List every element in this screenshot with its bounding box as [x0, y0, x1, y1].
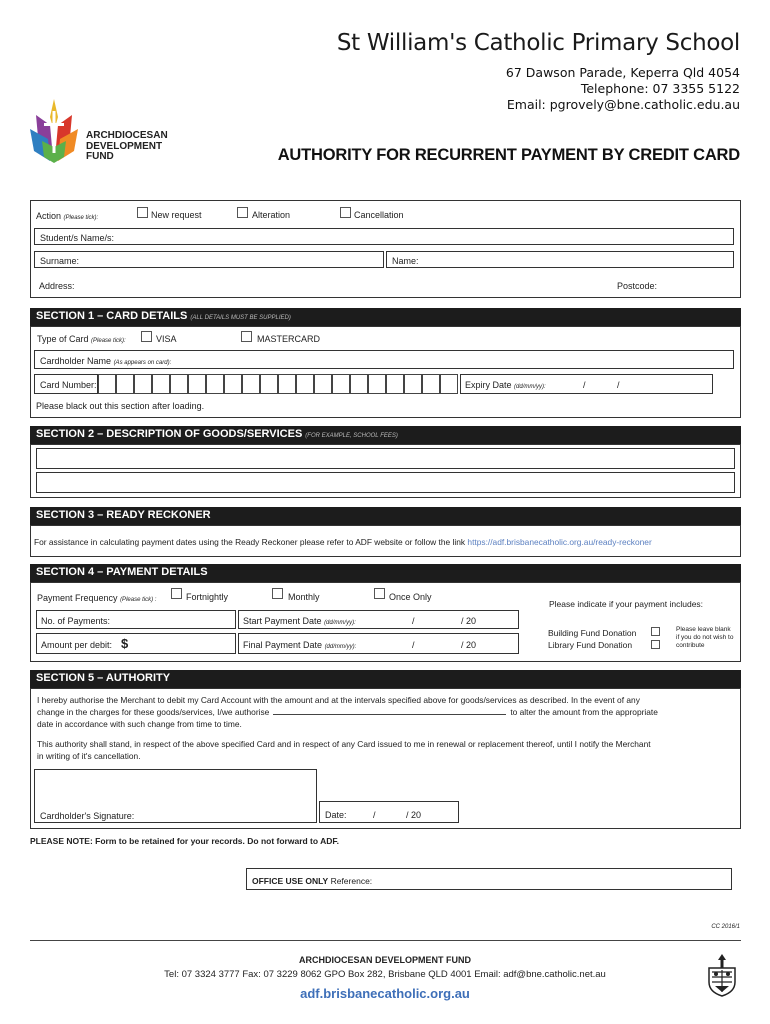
fortnightly-checkbox[interactable]	[171, 588, 182, 599]
building-fund-label: Building Fund Donation	[548, 628, 637, 638]
card-number-digit[interactable]	[134, 374, 152, 394]
card-number-digit[interactable]	[350, 374, 368, 394]
library-fund-checkbox[interactable]	[651, 640, 660, 649]
start-payment-date-field[interactable]: Start Payment Date (dd/mm/yy): / / 20	[238, 610, 519, 629]
fortnightly-label: Fortnightly	[186, 592, 229, 602]
school-name: St William's Catholic Primary School	[336, 30, 740, 56]
card-number-digit[interactable]	[242, 374, 260, 394]
card-number-label-box: Card Number:	[34, 374, 98, 394]
payment-includes-label: Please indicate if your payment includes:	[549, 599, 704, 609]
merchant-name-line	[273, 714, 506, 715]
section5-header: SECTION 5 – AUTHORITY	[30, 670, 741, 688]
mastercard-checkbox[interactable]	[241, 331, 252, 342]
cardholder-name-field[interactable]	[34, 350, 734, 369]
signature-date-label: Date:	[325, 810, 347, 820]
form-code: CC 2016/1	[711, 924, 740, 930]
new-request-checkbox[interactable]	[137, 207, 148, 218]
alteration-label: Alteration	[252, 210, 291, 220]
postcode-label: Postcode:	[617, 281, 658, 291]
section4-header: SECTION 4 – PAYMENT DETAILS	[30, 564, 741, 582]
surname-label: Surname:	[40, 256, 80, 266]
leave-blank-note: Please leave blank if you do not wish to contribute	[676, 626, 734, 649]
cancellation-label: Cancellation	[354, 210, 404, 220]
expiry-date-field[interactable]: Expiry Date (dd/mm/yy): / /	[460, 374, 713, 394]
ready-reckoner-text: For assistance in calculating payment dates using the Ready Reckoner please refer to ADF website or follow the link https://adf.brisbanecatholic.org.au/ready-reckoner	[34, 537, 652, 547]
monthly-label: Monthly	[288, 592, 320, 602]
form-title: AUTHORITY FOR RECURRENT PAYMENT BY CREDIT CARD	[277, 146, 740, 164]
cardholder-signature-field[interactable]	[34, 769, 317, 823]
card-number-digit[interactable]	[260, 374, 278, 394]
school-email: Email: pgrovely@bne.catholic.edu.au	[506, 97, 740, 112]
signature-label: Cardholder's Signature:	[40, 811, 135, 821]
card-number-digit[interactable]	[98, 374, 116, 394]
signature-date-field[interactable]: Date: / / 20	[319, 801, 459, 823]
footer-contact: Tel: 07 3324 3777 Fax: 07 3229 8062 GPO Box 282, Brisbane QLD 4001 Email: adf@bne.catholic.net.au	[164, 969, 606, 980]
office-use-field[interactable]	[246, 868, 732, 890]
card-number-digit[interactable]	[332, 374, 350, 394]
card-number-digit[interactable]	[440, 374, 458, 394]
card-number-digit[interactable]	[368, 374, 386, 394]
once-only-checkbox[interactable]	[374, 588, 385, 599]
card-number-digit[interactable]	[206, 374, 224, 394]
card-number-digit[interactable]	[116, 374, 134, 394]
card-number-digit[interactable]	[224, 374, 242, 394]
final-payment-date-field[interactable]: Final Payment Date (dd/mm/yy): / / 20	[238, 633, 519, 654]
footer-url[interactable]: adf.brisbanecatholic.org.au	[300, 986, 470, 1001]
start-date-label: Start Payment Date (dd/mm/yy):	[243, 616, 356, 626]
card-number-digit[interactable]	[152, 374, 170, 394]
expiry-label: Expiry Date (dd/mm/yy):	[465, 380, 546, 390]
authority-paragraph-2: This authority shall stand, in respect of the above specified Card and in respect of any Card issued to me in renewal or replacement thereof, until I notify the Merchant in writing of it's cancellation.	[37, 739, 651, 761]
section2-header: SECTION 2 – DESCRIPTION OF GOODS/SERVICES (FOR EXAMPLE, SCHOOL FEES)	[30, 426, 741, 444]
school-address: 67 Dawson Parade, Keperra Qld 4054	[505, 65, 740, 80]
card-number-digit[interactable]	[188, 374, 206, 394]
adf-logo-icon	[28, 97, 80, 165]
cancellation-checkbox[interactable]	[340, 207, 351, 218]
card-type-label: Type of Card (Please tick):	[37, 334, 126, 344]
card-number-digit[interactable]	[386, 374, 404, 394]
amount-per-debit-field[interactable]	[36, 633, 236, 654]
card-number-digit[interactable]	[170, 374, 188, 394]
card-number-digit[interactable]	[314, 374, 332, 394]
once-only-label: Once Only	[389, 592, 432, 602]
footer-divider	[30, 940, 741, 941]
authority-paragraph-1: I hereby authorise the Merchant to debit my Card Account with the amount and at the intervals specified above for goods/services as described. In the event of any change in the charges for these goods/services, I/we authorise to alter the amount from the appropriate date in accordance with such change from time to time.	[37, 695, 658, 729]
please-note: PLEASE NOTE: Form to be retained for your records. Do not forward to ADF.	[30, 836, 340, 846]
students-name-label: Student/s Name/s:	[40, 233, 115, 243]
no-of-payments-label: No. of Payments:	[41, 616, 111, 626]
goods-description-field-1[interactable]	[36, 448, 735, 469]
footer-org: ARCHDIOCESAN DEVELOPMENT FUND	[298, 955, 471, 965]
address-label: Address:	[39, 281, 75, 291]
name-field[interactable]	[386, 251, 734, 268]
library-fund-label: Library Fund Donation	[548, 640, 633, 650]
alteration-checkbox[interactable]	[237, 207, 248, 218]
card-number-digit[interactable]	[404, 374, 422, 394]
visa-checkbox[interactable]	[141, 331, 152, 342]
name-label: Name:	[392, 256, 419, 266]
archdiocese-crest-icon	[706, 952, 738, 998]
office-use-label: OFFICE USE ONLY Reference:	[252, 876, 373, 886]
students-name-field[interactable]	[34, 228, 734, 245]
goods-description-field-2[interactable]	[36, 472, 735, 493]
school-telephone: Telephone: 07 3355 5122	[580, 81, 740, 96]
final-date-label: Final Payment Date (dd/mm/yy):	[243, 640, 357, 650]
card-number-digit[interactable]	[296, 374, 314, 394]
action-row	[30, 203, 741, 227]
new-request-label: New request	[151, 210, 202, 220]
section3-header: SECTION 3 – READY RECKONER	[30, 507, 741, 525]
blackout-note: Please black out this section after loading.	[36, 401, 205, 411]
section1-header: SECTION 1 – CARD DETAILS (ALL DETAILS MUST BE SUPPLIED)	[30, 308, 741, 326]
mastercard-label: MASTERCARD	[257, 334, 321, 344]
no-of-payments-field[interactable]	[36, 610, 236, 629]
monthly-checkbox[interactable]	[272, 588, 283, 599]
building-fund-checkbox[interactable]	[651, 627, 660, 636]
amount-label: Amount per debit:	[41, 640, 113, 650]
cardholder-name-label: Cardholder Name (As appears on card):	[40, 356, 172, 366]
payment-frequency-label: Payment Frequency (Please tick) :	[37, 593, 157, 603]
visa-label: VISA	[156, 334, 177, 344]
card-number-digit[interactable]	[422, 374, 440, 394]
adf-logo-text: ARCHDIOCESAN DEVELOPMENT FUND	[86, 130, 168, 162]
dollar-sign: $	[121, 636, 129, 651]
surname-field[interactable]	[34, 251, 384, 268]
ready-reckoner-link[interactable]: https://adf.brisbanecatholic.org.au/ready-reckoner	[467, 537, 652, 547]
card-number-digit[interactable]	[278, 374, 296, 394]
action-label: Action (Please tick):	[36, 211, 99, 221]
